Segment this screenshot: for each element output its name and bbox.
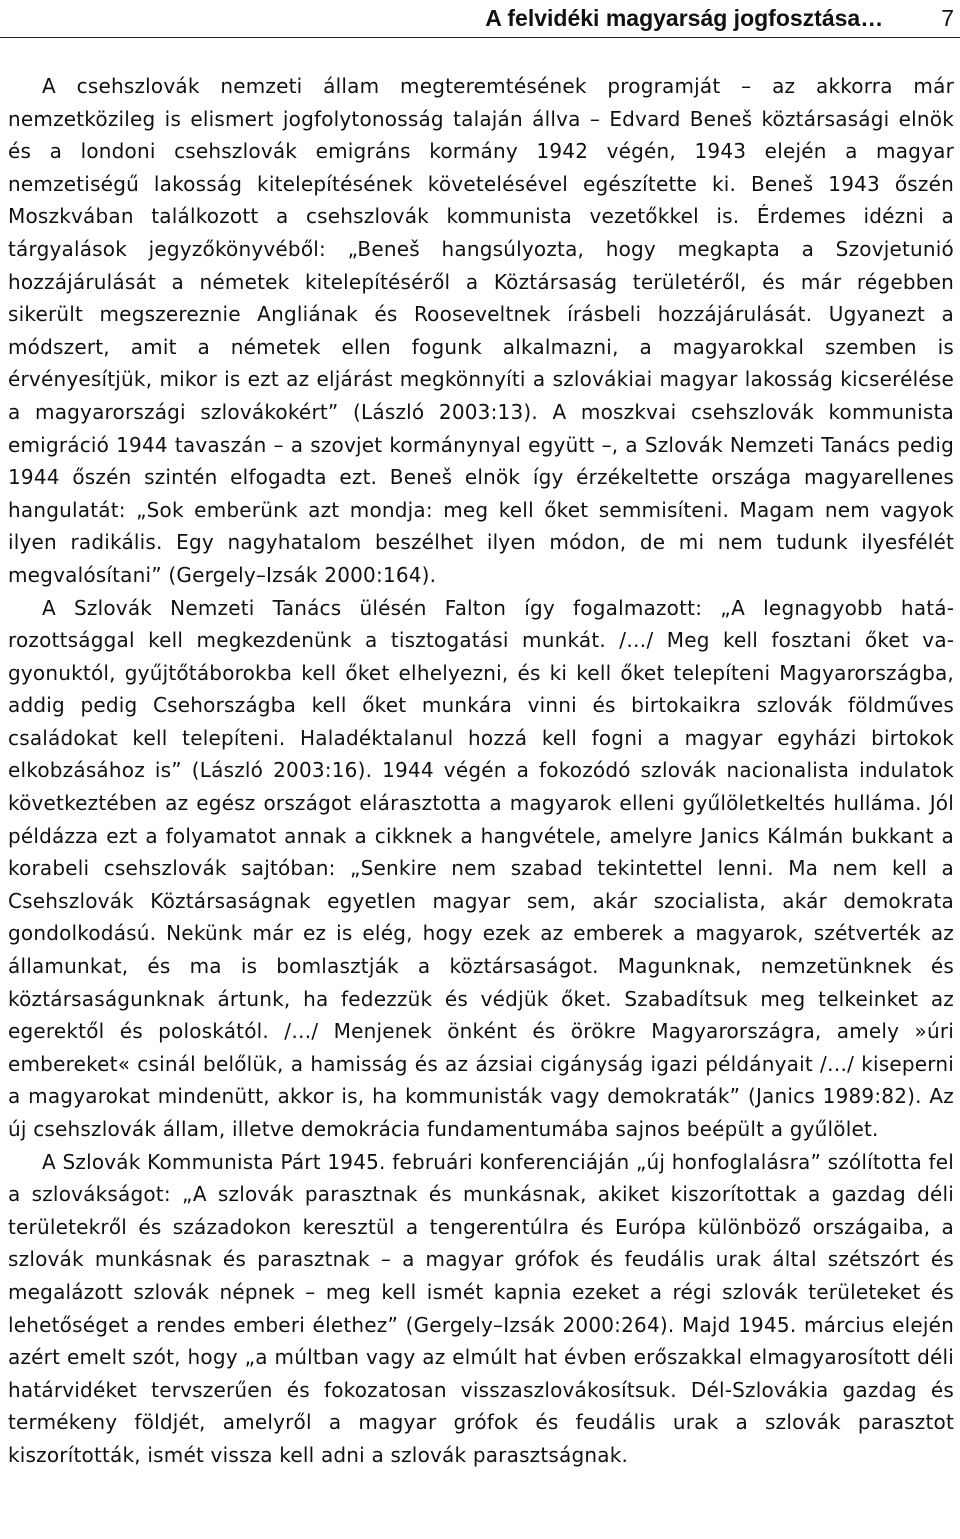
page-number: 7 xyxy=(941,5,954,31)
header-divider xyxy=(0,37,960,38)
body-text xyxy=(8,70,954,1472)
running-title: A felvidéki magyarság jogfosztása… xyxy=(485,5,884,31)
paragraph-3: A Szlovák Kommunista Párt 1945. februári konferenciáján „új honfoglalásra” szólította fel a szlovákságot: „A szlovák parasztnak és munkásnak, akiket kiszorítottak a gazdag déli területekről és századokon keresztül a tengerentúlra és Európa különböző országaiba, a szlovák munkásnak és parasztnak – a magyar grófok és feudális urak által szétszórt és megalázott szlovák népnek – meg kell ismét kapnia ezeket a régi szlovák területeket és lehetőséget a rendes emberi élethez” (Gergely–Izsák 2000:264). Majd 1945. március elején azért emelt szót, hogy „a múltban vagy az elmúlt hat évben erőszakkal elmagyarosított déli határvidéket tervszerűen és fokozatosan visszaszlovákosítsuk. Dél-Szlovákia gazdag és termékeny földjét, amelyről a magyar grófok és feudális urak a szlovák parasztot kiszorították, ismét vissza kell adni a szlovák parasztságnak. xyxy=(8,1149,954,1467)
running-header xyxy=(0,0,954,32)
paragraph-2: A Szlovák Nemzeti Tanács ülésén Falton így fogalmazott: „A legnagyobb határozottsággal kell megkezdenünk a tisztogatási munkát. /…/ Meg kell fosztani őket vagyonuktól, gyűjtőtáborokba kell őket elhelyezni, és ki kell őket telepíteni Magyarországba, addig pedig Csehországba kell őket munkára vinni és birtokaikra szlovák földműves családokat kell telepíteni. Haladéktalanul hozzá kell fogni a magyar egyházi birtokok elkobzásához is” (László 2003:16). 1944 végén a fokozódó szlovák nacionalista indulatok következtében az egész országot elárasztotta a magyarok elleni gyűlöletkeltés hulláma. Jól példázza ezt a folyamatot annak a cikknek a hangvétele, amelyre Janics Kálmán bukkant a korabeli csehszlovák sajtóban: „Senkire nem szabad tekintettel lenni. Ma nem kell a Csehszlovák Köztársaságnak egyetlen magyar sem, akár szocialista, akár demokrata gondolkodású. Nekünk már ez is elég, hogy ezek az emberek a magyarok, szétverték az államunkat, és ma is bomlasztják a köztársaságot. Magunknak, nemzetünknek és köztársaságunknak ártunk, ha fedezzük és védjük őket. Szabadítsuk meg telkeinket az egerektől és poloskától. /…/ Menjenek önként és örökre Magyarországra, amely »úri embereket« csinál belőlük, a hamisság és az ázsiai cigányság igazi példányait /…/ kiseperni a magyarokat mindenütt, akkor is, ha kommunisták vagy demokraták” (Janics 1989:82). Az új csehszlovák állam, illetve demokrácia fundamentumába sajnos beépült a gyűlölet. xyxy=(8,595,954,1141)
paragraph-1: A csehszlovák nemzeti állam megteremtésének programját – az akkorra már nemzetközileg is elismert jogfolytonosság talaján állva – Edvard Beneš köztársasági elnök és a londoni csehszlovák emigráns kormány 1942 végén, 1943 elején a magyar nemzetiségű lakosság kitelepítésének követelésével egészítette ki. Beneš 1943 őszén Moszkvában találkozott a csehszlovák kommunista vezetőkkel is. Érdemes idézni a tárgyalások jegyzőkönyvéből: „Beneš hangsúlyozta, hogy megkapta a Szovjetunió hozzájárulását a németek kitelepítéséről a Köztársaság területéről, és már régebben sikerült megszereznie Angliának és Rooseveltnek írásbeli hozzájárulását. Ugyanezt a módszert, amit a németek ellen fogunk alkalmazni, a magyarokkal szemben is érvényesítjük, mikor is ezt az eljárást megkönnyíti a szlovákiai magyar lakosság kicserélése a magyarországi szlovákokért” (László 2003:13). A moszkvai csehszlovák kommunista emigráció 1944 tavaszán – a szovjet kormánynyal együtt –, a Szlovák Nemzeti Tanács pedig 1944 őszén szintén elfogadta ezt. Beneš elnök így érzékeltette országa magyarellenes hangulatát: „Sok emberünk azt mondja: meg kell őket semmisíteni. Magam nem vagyok ilyen radikális. Egy nagyhatalom beszélhet ilyen módon, de mi nem tudunk ilyesfélét megvalósítani” (Gergely–Izsák 2000:164). xyxy=(8,74,954,587)
